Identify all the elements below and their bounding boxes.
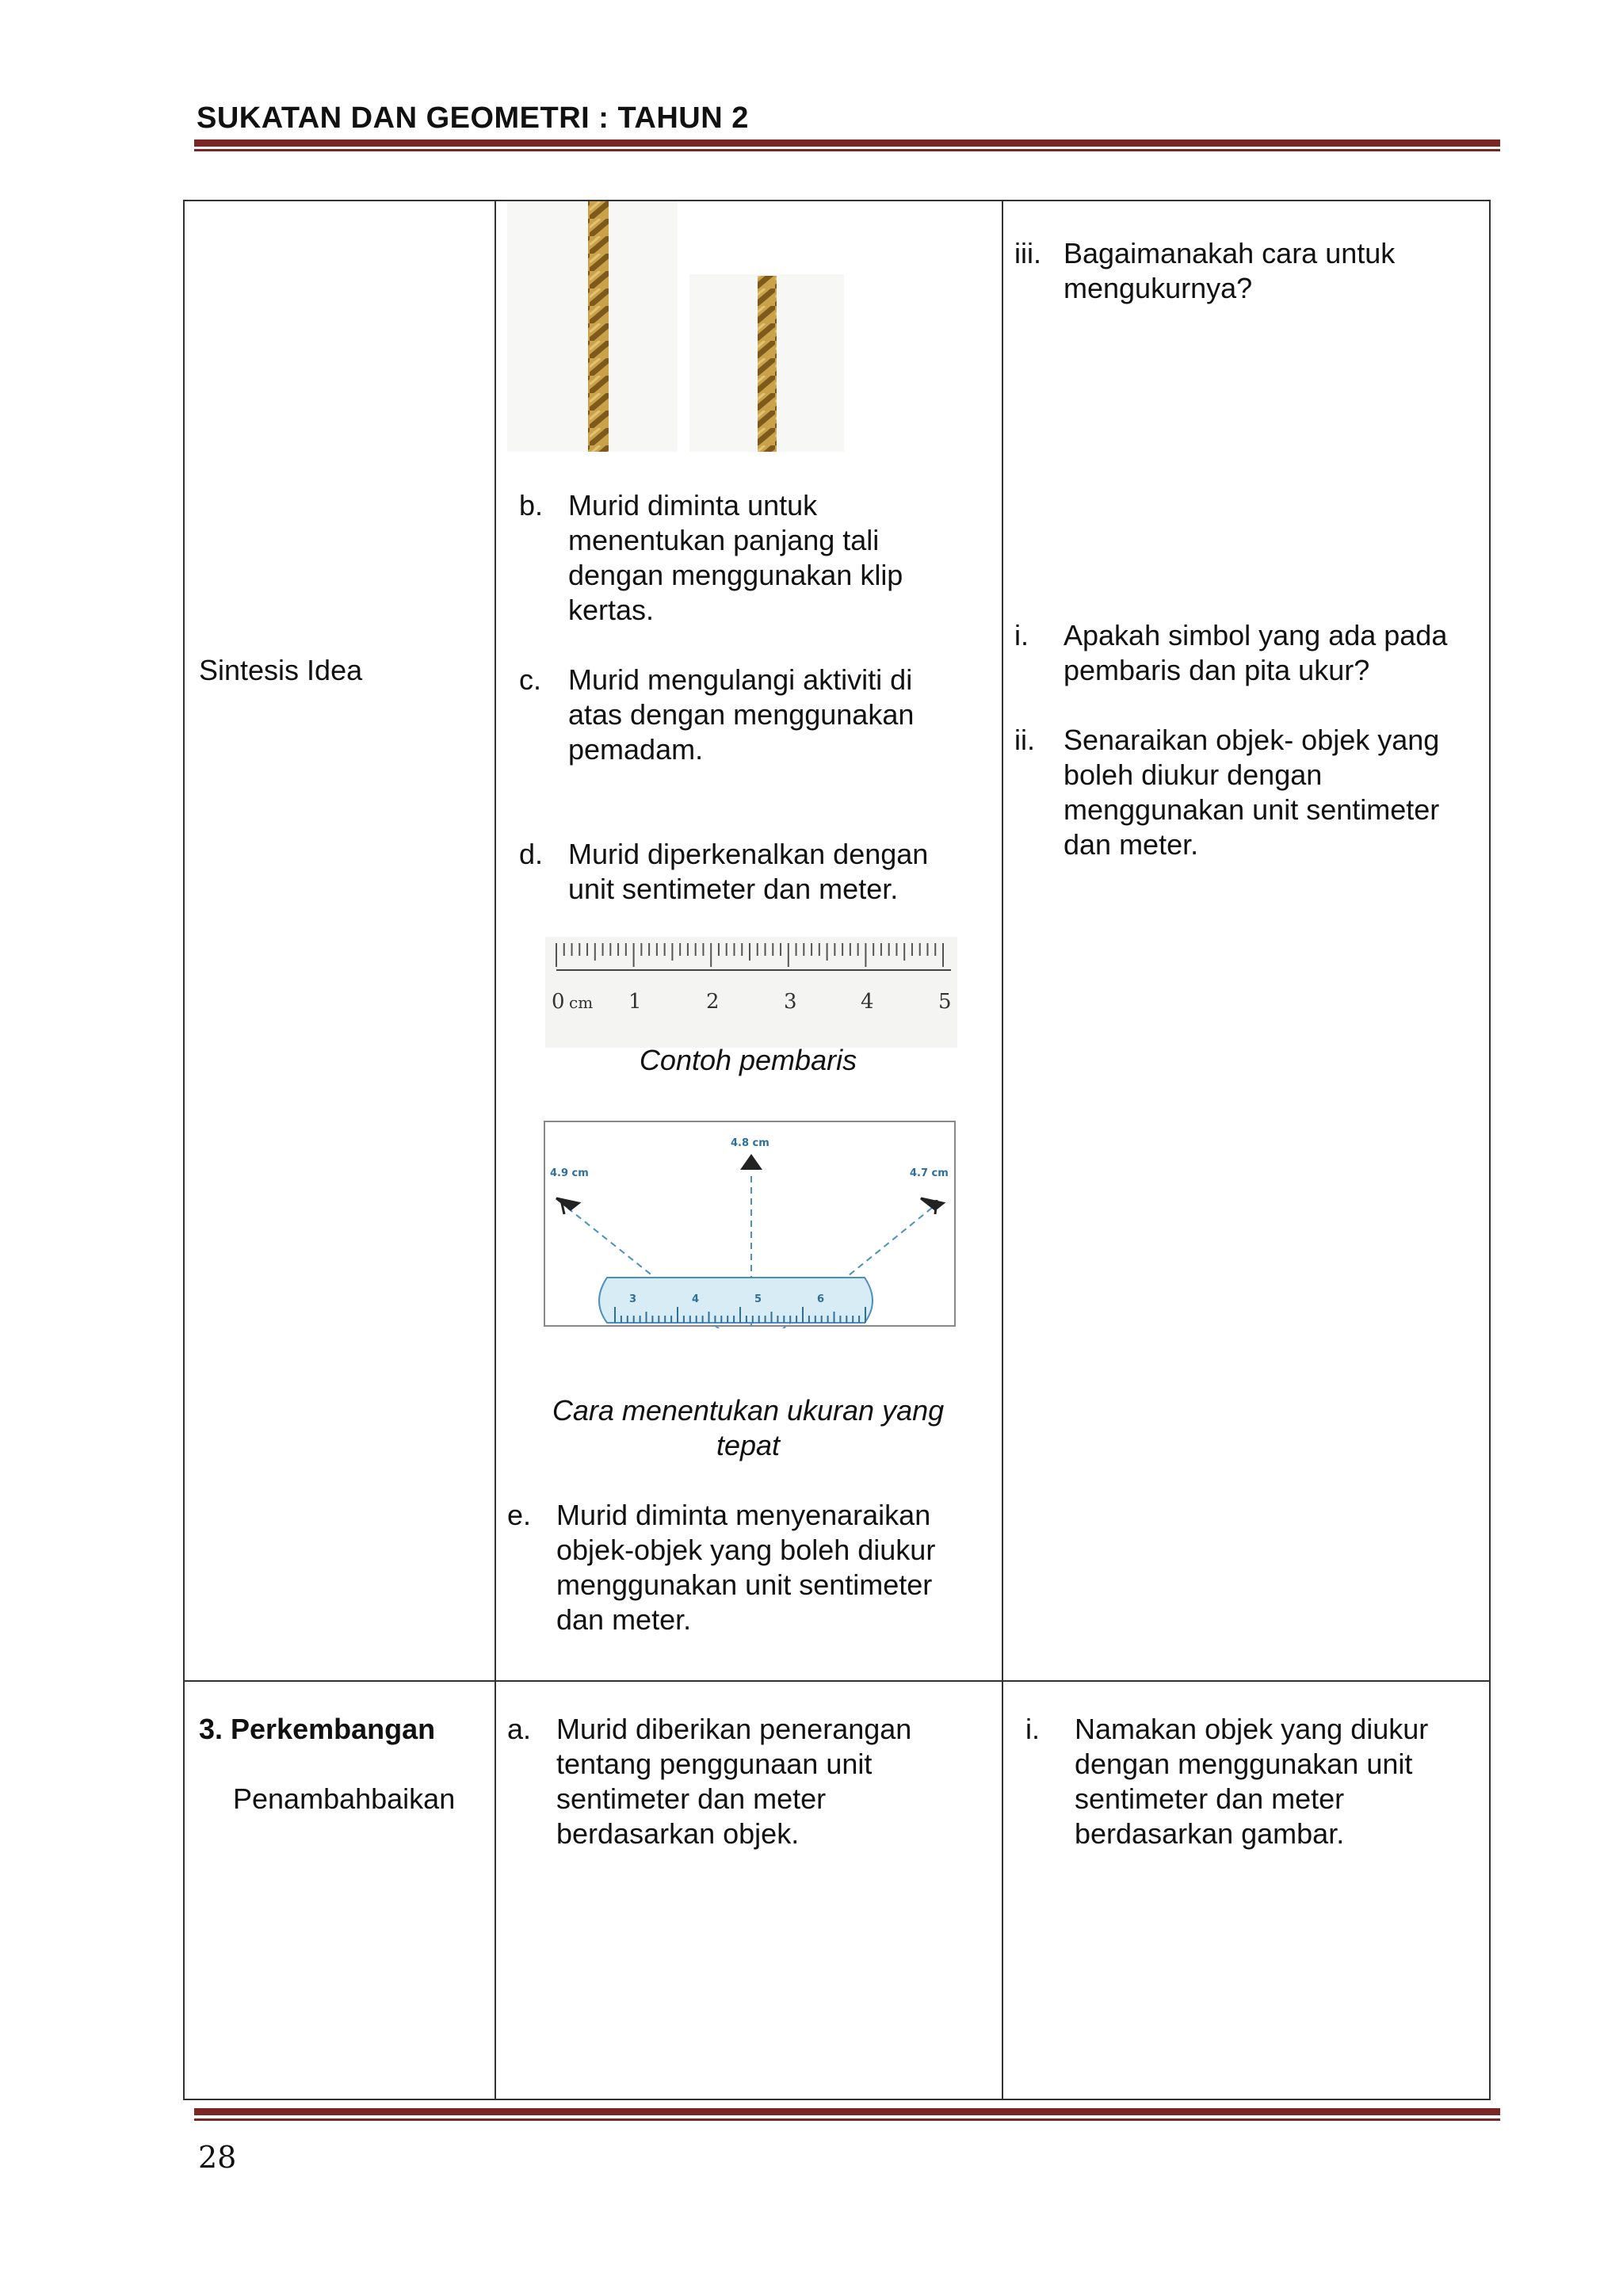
ruler-label-3: 3 xyxy=(784,990,797,1014)
activity-a-line: tentang penggunaan unit xyxy=(556,1748,873,1780)
table-col-divider-1 xyxy=(495,200,496,2100)
activity-d-line: unit sentimeter dan meter. xyxy=(568,873,899,905)
ruler-caption: Contoh pembaris xyxy=(639,1044,857,1076)
table-row-divider xyxy=(183,1680,1491,1682)
diagram-tick-label-6: 6 xyxy=(817,1293,825,1305)
diagram-caption-line: tepat xyxy=(716,1429,781,1461)
question-ii-marker: ii. xyxy=(1014,724,1035,756)
activity-b-line: Murid diminta untuk xyxy=(568,489,818,521)
page-number: 28 xyxy=(198,2140,237,2175)
activity-e-line: objek-objek yang boleh diukur xyxy=(556,1534,936,1566)
ruler-photo-bg xyxy=(545,937,957,1048)
activity-e-line: dan meter. xyxy=(556,1603,692,1636)
activity-b-line: kertas. xyxy=(568,594,655,626)
ruler-label-2: 2 xyxy=(706,990,720,1014)
question-iii-marker: iii. xyxy=(1014,237,1041,269)
question-row2-i-marker: i. xyxy=(1025,1713,1040,1745)
question-row2-i-line: berdasarkan gambar. xyxy=(1075,1817,1345,1850)
diagram-caption-line: Cara menentukan ukuran yang xyxy=(552,1394,945,1427)
table-bottom-border xyxy=(183,2099,1491,2100)
table-col-divider-2 xyxy=(1002,200,1003,2100)
activity-c-marker: c. xyxy=(519,663,542,696)
ruler-image xyxy=(545,937,957,1048)
activity-c-line: Murid mengulangi aktiviti di xyxy=(568,663,913,696)
ruler-label-1: 1 xyxy=(628,990,642,1014)
activity-a-line: berdasarkan objek. xyxy=(556,1817,800,1850)
activity-c-line: atas dengan menggunakan xyxy=(568,698,915,731)
diagram-caption xyxy=(495,1393,1002,1463)
header-rule-thick xyxy=(194,139,1500,147)
activity-d-marker: d. xyxy=(519,838,544,870)
question-ii-line: boleh diukur dengan xyxy=(1064,758,1323,791)
activity-a-line: sentimeter dan meter xyxy=(556,1782,827,1815)
ruler-label-unit: cm xyxy=(569,993,594,1012)
footer-rule-thick xyxy=(194,2108,1500,2115)
question-ii-line: dan meter. xyxy=(1064,828,1199,861)
stage-subtitle: Penambahbaikan xyxy=(233,1782,456,1815)
activity-e-marker: e. xyxy=(507,1499,532,1531)
ruler-label-4: 4 xyxy=(861,990,874,1014)
activity-d-line: Murid diperkenalkan dengan xyxy=(568,838,929,870)
question-iii-line: Bagaimanakah cara untuk xyxy=(1064,237,1396,269)
question-iii-line: mengukurnya? xyxy=(1064,272,1253,304)
long-rope xyxy=(588,201,609,452)
stage-label: Sintesis Idea xyxy=(199,654,363,686)
rope-images xyxy=(507,201,856,455)
activity-e-line: Murid diminta menyenaraikan xyxy=(556,1499,931,1531)
footer-rule-thin xyxy=(194,2118,1500,2121)
question-i-line: Apakah simbol yang ada pada xyxy=(1064,619,1448,651)
diagram-label-center: 4.8 cm xyxy=(731,1137,769,1149)
header-rule-thin xyxy=(194,149,1500,151)
diagram-tick-label-5: 5 xyxy=(754,1293,762,1305)
diagram-tick-label-3: 3 xyxy=(629,1293,637,1305)
activity-b-marker: b. xyxy=(519,489,544,521)
header-title: SUKATAN DAN GEOMETRI : TAHUN 2 xyxy=(197,101,749,135)
activity-a-marker: a. xyxy=(507,1713,532,1745)
short-rope xyxy=(758,276,777,452)
ruler-label-5: 5 xyxy=(938,990,952,1014)
activity-a-line: Murid diberikan penerangan xyxy=(556,1713,912,1745)
activity-b-line: dengan menggunakan klip xyxy=(568,559,903,591)
question-ii-line: menggunakan unit sentimeter xyxy=(1064,793,1440,826)
stage-title: 3. Perkembangan xyxy=(199,1713,436,1745)
question-ii-line: Senaraikan objek- objek yang xyxy=(1064,724,1440,756)
question-row2-i-line: dengan menggunakan unit xyxy=(1075,1748,1413,1780)
question-row2-i-line: sentimeter dan meter xyxy=(1075,1782,1345,1815)
activity-b-line: menentukan panjang tali xyxy=(568,524,880,556)
question-i-marker: i. xyxy=(1014,619,1029,651)
diagram-tick-label-4: 4 xyxy=(692,1293,700,1305)
question-i-line: pembaris dan pita ukur? xyxy=(1064,654,1370,686)
parallax-diagram xyxy=(544,1121,956,1328)
diagram-label-left: 4.9 cm xyxy=(550,1167,589,1179)
question-row2-i-line: Namakan objek yang diukur xyxy=(1075,1713,1429,1745)
activity-c-line: pemadam. xyxy=(568,733,704,766)
activity-e-line: menggunakan unit sentimeter xyxy=(556,1568,933,1601)
diagram-label-right: 4.7 cm xyxy=(910,1167,949,1179)
ruler-label-0: 0 xyxy=(552,990,565,1014)
table-left-border xyxy=(183,200,185,2100)
